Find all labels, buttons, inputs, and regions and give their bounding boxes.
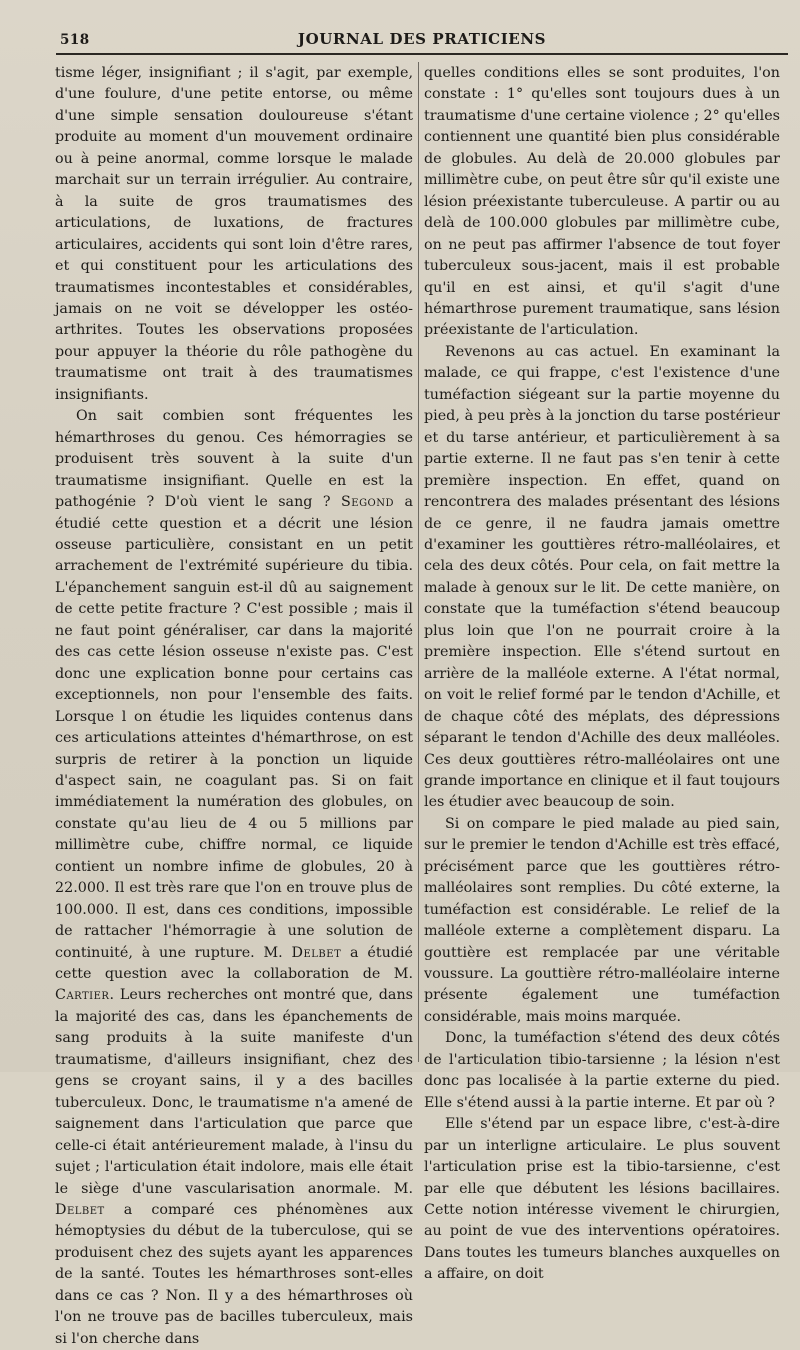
text-run: Elle s'étend par un espace libre, c'est-à-dire par un interligne articulaire. Le plus souvent l'articulation prise est la tibio-tarsienne, c'est par elle que débutent les lésions bacillaires. Cette notion intéresse vivement le chirurgien, au point de vue des interventions opératoires. Dans toutes les tumeurs blanches auxquelles on a affaire, on doit (424, 1116, 780, 1283)
text-run: quelles conditions elles se sont produites, l'on constate : 1° qu'elles sont toujours dues à un traumatisme d'une certaine violence ; 2° qu'elles contiennent une quantité bien plus considérable de globules. Au delà de 20.000 globules par millimètre cube, on peut être sûr qu'il existe une lésion préexistante tuberculeuse. A partir ou au delà de 100.000 globules par millimètre cube, on ne peut pas affirmer l'absence de tout foyer tuberculeux sous-jacent, mais il est probable qu'il en est ainsi, et qu'il s'agit d'une hémarthrose purement traumatique, sans lésion préexistante de l'articulation. (424, 65, 780, 339)
text-run: a étudié cette question avec la collaboration de M. (55, 944, 413, 983)
paragraph (424, 63, 780, 342)
paragraph (424, 1114, 780, 1286)
author-name: Delbet (55, 1202, 105, 1219)
journal-title: JOURNAL DES PRATICIENS (297, 30, 547, 48)
paragraph (424, 814, 780, 1029)
text-run: . Leurs recherches ont montré que, dans la majorité des cas, dans les épanchements de sang produits à la suite manifeste d'un traumatisme, d'ailleurs insignifiant, chez des gens se croyant sains, il y a des bacilles tuberculeux. Donc, le traumatisme n'a amené de saignement dans l'articulation que parce que celle-ci était antérieurement malade, à l'insu du sujet ; l'articulation était indolore, mais elle était le siège d'une vascularisation anormale. M. (55, 987, 413, 1197)
text-run: a étudié cette question et a décrit une lésion osseuse particulière, consistant en un petit arrachement de l'extrémité supérieure du tibia. L'épanchement sanguin est-il dû au saignement de cette petite fracture ? C'est possible ; mais il ne faut point généraliser, car dans la majorité des cas cette lésion osseuse n'existe pas. C'est donc une explication bonne pour certains cas exceptionnels, non pour l'ensemble des faits. Lorsque l on étudie les liquides contenus dans ces articulations atteintes d'hémarthrose, on est surpris de retirer à la ponction un liquide d'aspect sain, ne coagulant pas. Si on fait immédiatement la numération des globules, on constate qu'au lieu de 4 ou 5 millions par millimètre cube, chiffre normal, ce liquide contient un nombre infime de globules, 20 à 22.000. Il est très rare que l'on en trouve plus de 100.000. Il est, dans ces conditions, impossible de rattacher l'hémorragie à une solution de continuité, à une rupture. M. (55, 494, 413, 961)
right-column (424, 63, 780, 1286)
paragraph (55, 63, 413, 406)
page-header (60, 30, 784, 54)
author-name: Delbet (291, 944, 342, 961)
text-run: Si on compare le pied malade au pied sain, sur le premier le tendon d'Achille est très effacé, précisément parce que les gouttières rétro-malléolaires sont remplies. Du côté externe, la tuméfaction est considérable. Le relief de la malléole externe a complètement disparu. La gouttière est remplacée par une véritable voussure. La gouttière rétro-malléolaire interne présente également une tuméfaction considérable, mais moins marquée. (424, 815, 780, 1025)
text-run: Donc, la tuméfaction s'étend des deux côtés de l'articulation tibio-tarsienne ; la lésion n'est donc pas localisée à la partie externe du pied. Elle s'étend aussi à la partie interne. Et par où ? (424, 1030, 780, 1111)
text-run: tisme léger, insignifiant ; il s'agit, par exemple, d'une foulure, d'une petite entorse, ou même d'une simple sensation douloureuse s'étant produite au moment d'un mouvement ordinaire ou à peine anormal, comme lorsque le malade marchait sur un terrain irrégulier. Au contraire, à la suite de gros traumatismes des articulations, de luxations, de fractures articulaires, accidents qui sont loin d'être rares, et qui constituent pour les articulations des traumatismes incontestables et considérables, jamais on ne voit se développer les ostéo-arthrites. Toutes les observations proposées pour appuyer la théorie du rôle pathogène du traumatisme ont trait à des traumatismes insignifiants. (55, 65, 413, 403)
column-divider (418, 62, 419, 1062)
text-run: On sait combien sont fréquentes les hémarthroses du genou. Ces hémorragies se produisent très souvent à la suite d'un traumatisme insignifiant. Quelle en est la pathogénie ? D'où vient le sang ? (55, 408, 413, 511)
author-name: Cartier (55, 987, 110, 1004)
paragraph (55, 406, 413, 1350)
page-number: 518 (60, 32, 90, 48)
text-run: Revenons au cas actuel. En examinant la malade, ce qui frappe, c'est l'existence d'une tuméfaction siégeant sur la partie moyenne du pied, à peu près à la jonction du tarse postérieur et du tarse antérieur, et particulièrement à sa partie externe. Il ne faut pas s'en tenir à cette première inspection. En effet, quand on rencontrera des malades présentant des lésions de ce genre, il ne faudra jamais omettre d'examiner les gouttières rétro-malléolaires, et cela des deux côtés. Pour cela, on fait mettre la malade à genoux sur le lit. De cette manière, on constate que la tuméfaction s'étend beaucoup plus loin que l'on ne pourrait croire à la première inspection. Elle s'étend surtout en arrière de la malléole externe. A l'état normal, on voit le relief formé par le tendon d'Achille, et de chaque côté des méplats, des dépressions séparant le tendon d'Achille des deux malléoles. Ces deux gouttières rétro-malléolaires ont une grande importance en clinique et il faut toujours les étudier avec beaucoup de soin. (424, 343, 780, 811)
author-name: Segond (340, 494, 395, 511)
paragraph (424, 342, 780, 814)
text-run: a comparé ces phénomènes aux hémoptysies du début de la tuberculose, qui se produisent chez des sujets ayant les apparences de la santé. Toutes les hémarthroses sont-elles dans ce cas ? Non. Il y a des hémarthroses où l'on ne trouve pas de bacilles tuberculeux, mais si l'on cherche dans (55, 1202, 413, 1347)
paragraph (424, 1028, 780, 1114)
header-rule (56, 53, 788, 55)
left-column (55, 63, 413, 1350)
